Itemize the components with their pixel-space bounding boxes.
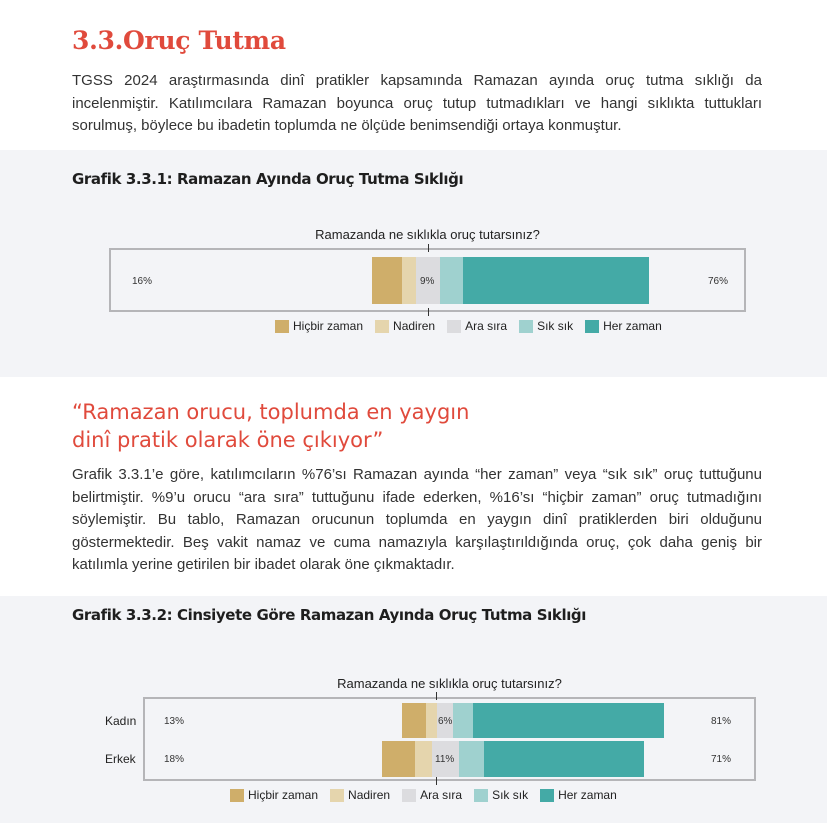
bar-segment-her: [463, 257, 649, 304]
kadin-mid-label: 6%: [438, 716, 453, 727]
bar-segment-sik: [459, 741, 484, 777]
graph2-center-tick-bottom: [436, 777, 437, 785]
kadin-left-label: 13%: [164, 716, 185, 727]
graph1-right-label: 76%: [708, 276, 729, 287]
pull-quote: [72, 398, 469, 454]
bar-segment-sik: [440, 257, 463, 304]
bar-segment-hicbir: [372, 257, 402, 304]
legend-item-sik: Sık sık: [474, 788, 528, 802]
kadin-right-label: 81%: [711, 716, 732, 727]
intro-paragraph: TGSS 2024 araştırmasında dinî pratikler kapsamında Ramazan ayında oruç tutma sıklığı da incelenmiştir. Katılımcılara Ramazan boyunca oruç tutup tutmadıkları ve hangi sıklıkta tuttukları sorulmuş, böylece bu ibadetin toplumda ne ölçüde benimsendiği ortaya konmuştur.: [72, 72, 762, 134]
graph2-legend: [230, 788, 629, 802]
legend-item-her: Her zaman: [540, 788, 617, 802]
graph2-title: Grafik 3.3.2: Cinsiyete Göre Ramazan Ayında Oruç Tutma Sıklığı: [72, 606, 587, 624]
legend-item-nadiren: Nadiren: [375, 319, 435, 333]
bar-segment-nadiren: [402, 257, 416, 304]
graph1-title: Grafik 3.3.1: Ramazan Ayında Oruç Tutma Sıklığı: [72, 170, 464, 188]
bar-segment-hicbir: [382, 741, 415, 777]
graph1-left-label: 16%: [132, 276, 153, 287]
graph1-chart-box: [109, 248, 746, 312]
graph1-bar: [372, 257, 651, 304]
graph1-question: Ramazanda ne sıklıkla oruç tutarsınız?: [315, 227, 540, 242]
bar-segment-sik: [453, 703, 473, 738]
legend-item-ara: Ara sıra: [402, 788, 462, 802]
row-label-kadin: Kadın: [105, 714, 137, 728]
bar-segment-hicbir: [402, 703, 426, 738]
legend-item-her: Her zaman: [585, 319, 662, 333]
row-label-erkek: Erkek: [105, 752, 136, 766]
graph1-legend: [275, 319, 674, 333]
bar-segment-nadiren: [426, 703, 437, 738]
bar-segment-her: [484, 741, 644, 777]
erkek-left-label: 18%: [164, 754, 185, 765]
legend-item-sik: Sık sık: [519, 319, 573, 333]
graph1-center-tick-top: [428, 244, 429, 252]
pull-quote-line1: “Ramazan orucu, toplumda en yaygın: [72, 400, 470, 424]
legend-item-ara: Ara sıra: [447, 319, 507, 333]
graph1-center-tick-bottom: [428, 308, 429, 316]
legend-item-hicbir: Hiçbir zaman: [230, 788, 318, 802]
section-title: 3.3.Oruç Tutma: [72, 26, 286, 55]
graph2-center-tick-top: [436, 692, 437, 700]
bar-segment-nadiren: [415, 741, 432, 777]
erkek-right-label: 71%: [711, 754, 732, 765]
legend-item-nadiren: Nadiren: [330, 788, 390, 802]
bar-segment-her: [473, 703, 664, 738]
graph1-mid-label: 9%: [420, 276, 435, 287]
graph2-question: Ramazanda ne sıklıkla oruç tutarsınız?: [337, 676, 562, 691]
pull-quote-line2: dinî pratik olarak öne çıkıyor”: [72, 428, 384, 452]
legend-item-hicbir: Hiçbir zaman: [275, 319, 363, 333]
erkek-mid-label: 11%: [435, 754, 455, 765]
graph2-chart-box: [143, 697, 756, 781]
erkek-bar: [382, 741, 646, 777]
body-paragraph: Grafik ‎3.3.1’e göre, katılımcıların %76’sı Ramazan ayında “her zaman” veya “sık sık” oruç tuttuğunu belirtmiştir. %9’u orucu “ara sıra” tuttuğunu ifade ederken, %16’sı “hiçbir zaman” oruç tutmadığını söylemiştir. Bu tablo, Ramazan orucunun toplumda en yaygın dinî pratiklerden biri olduğunu göstermektedir. Beş vakit namaz ve cuma namazıyla karşılaştırıldığında oruç, çok daha geniş bir katılımla yerine getirilen bir ibadet olarak öne çıkmaktadır.: [72, 466, 762, 573]
